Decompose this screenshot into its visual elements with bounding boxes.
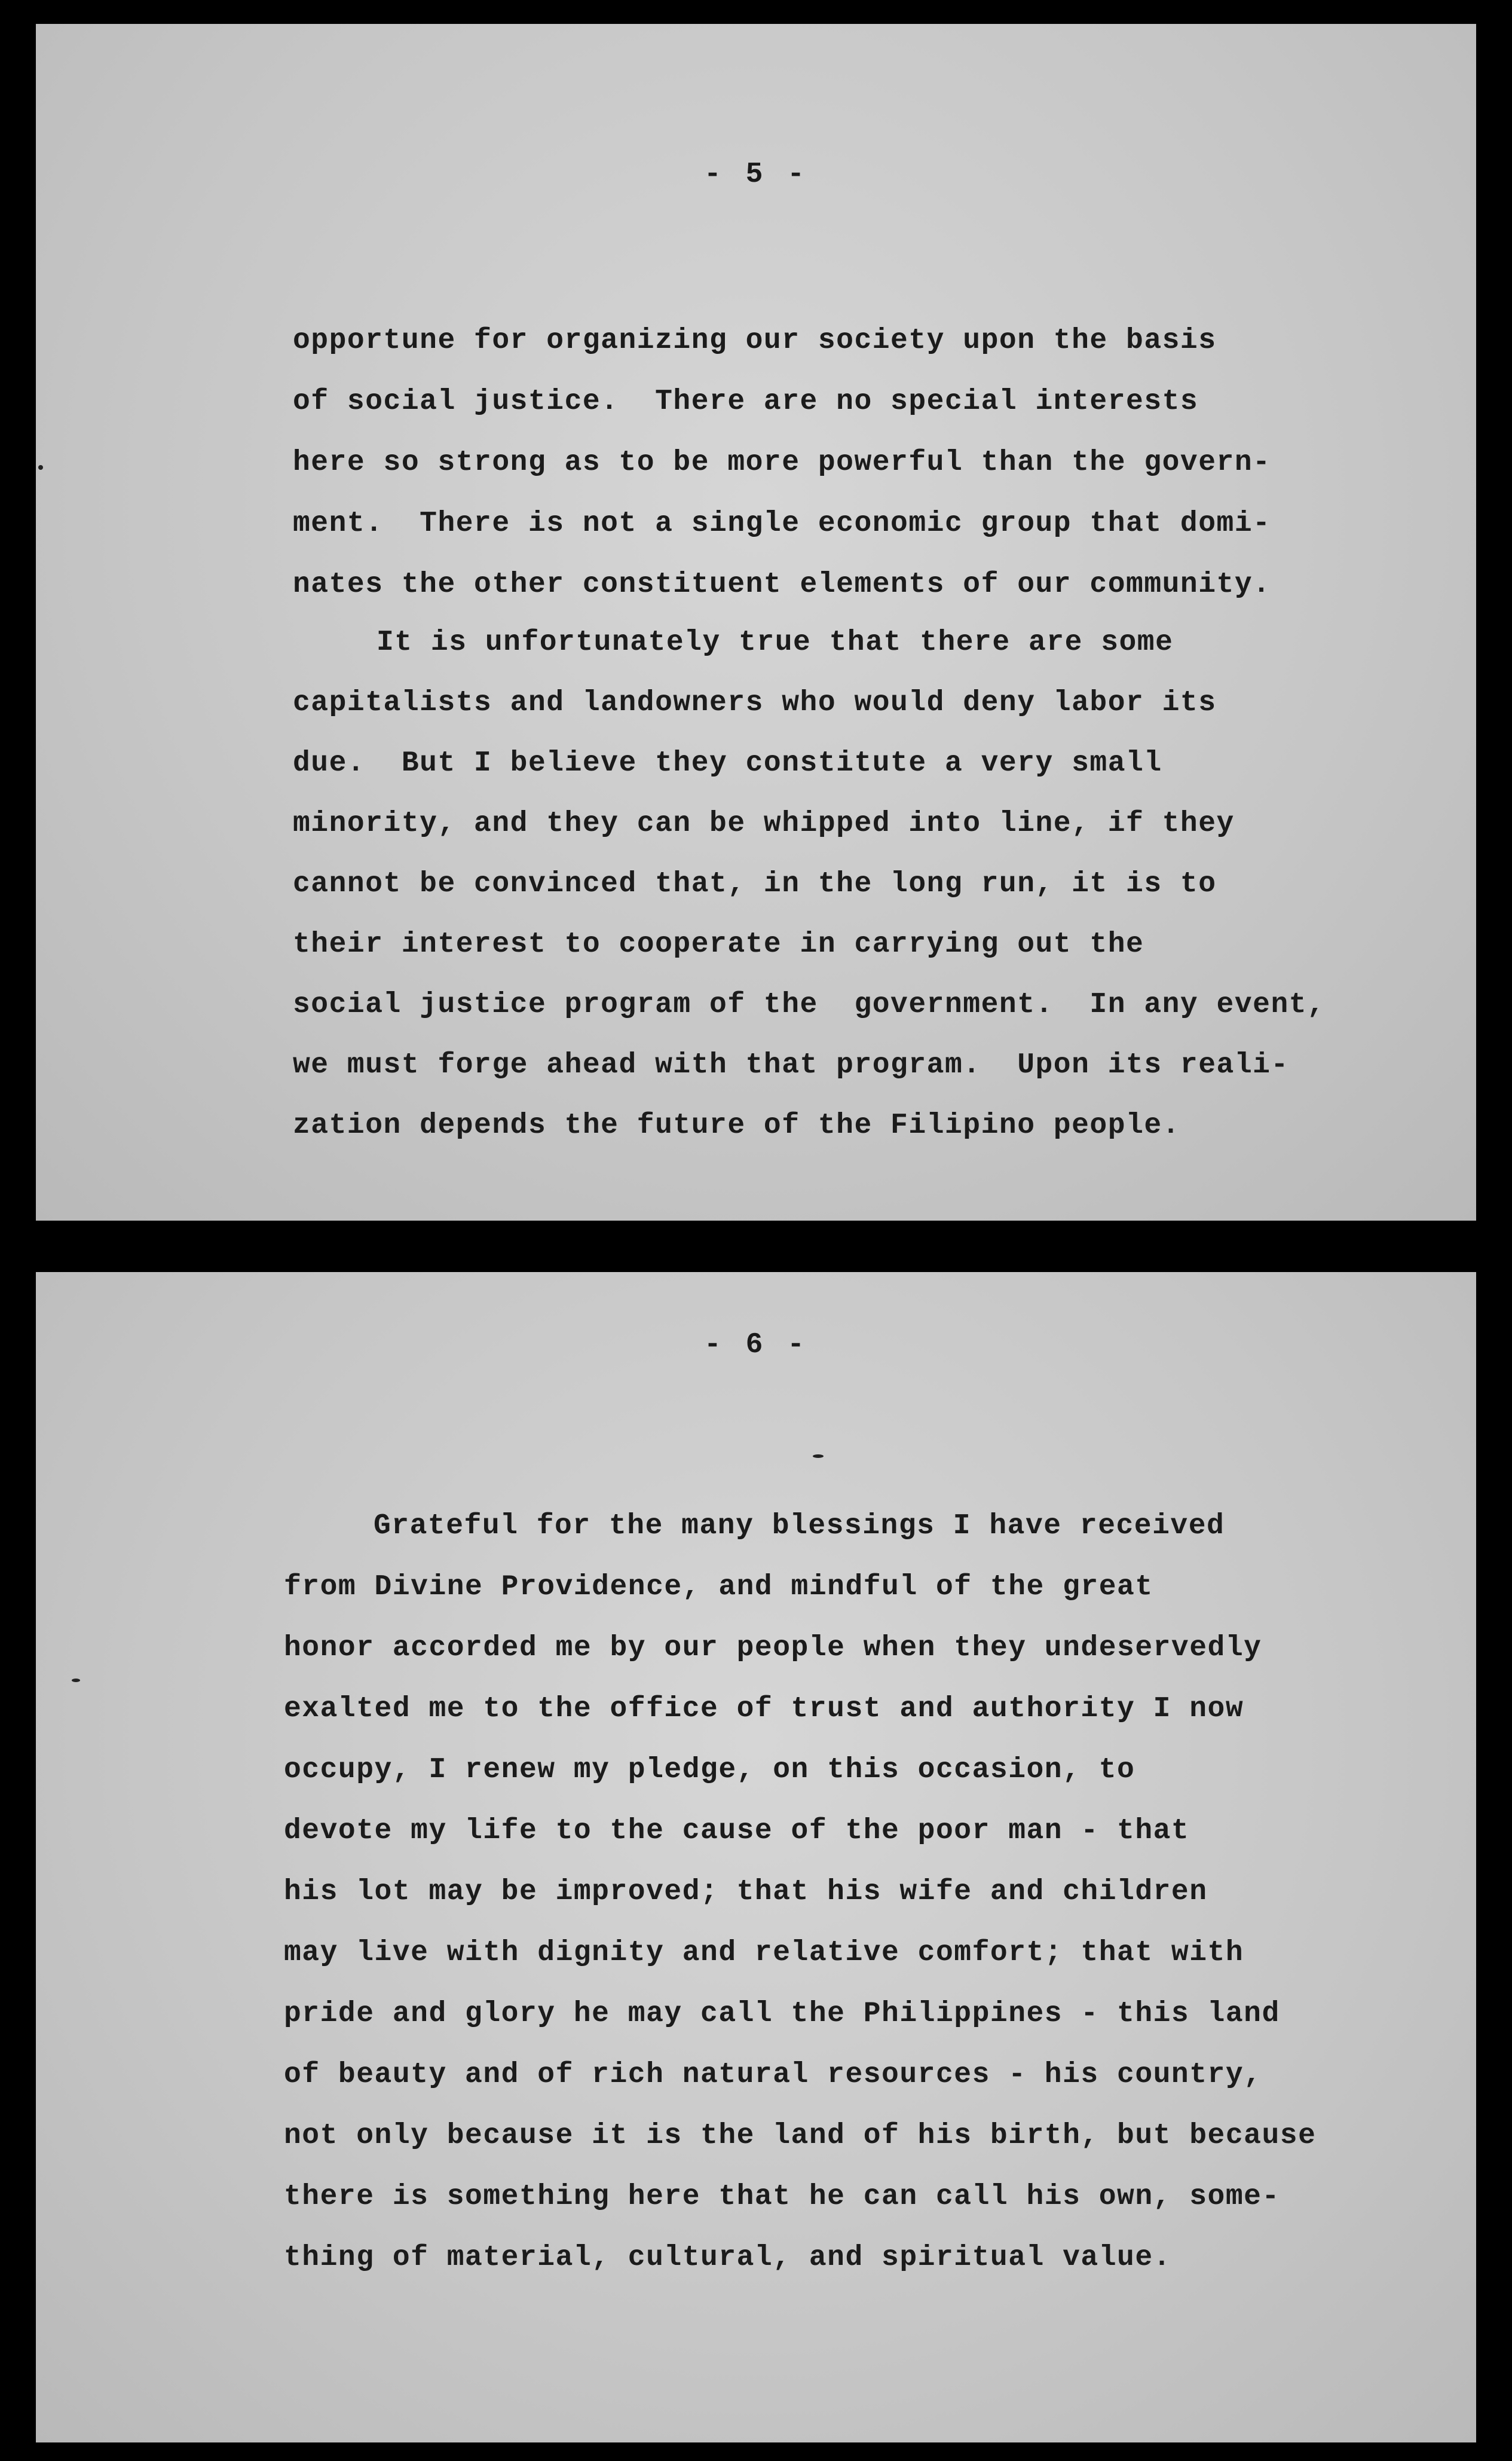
text-line: not only because it is the land of his birth, but because <box>284 2120 1317 2152</box>
text-line: we must forge ahead with that program. Upon its reali- <box>293 1049 1289 1081</box>
paper-speck <box>72 1679 80 1682</box>
paper-speck <box>38 465 43 470</box>
page-number: - 5 - <box>703 158 809 191</box>
page-number: - 6 - <box>703 1329 809 1361</box>
text-line: social justice program of the government. In any event, <box>293 989 1326 1021</box>
text-line: nates the other constituent elements of our community. <box>293 568 1271 601</box>
text-line: may live with dignity and relative comfort; that with <box>284 1937 1244 1969</box>
text-line: from Divine Providence, and mindful of the great <box>284 1571 1153 1603</box>
typed-page-5 <box>36 24 1476 1221</box>
text-line: due. But I believe they constitute a very small <box>293 747 1162 779</box>
text-line: capitalists and landowners who would deny labor its <box>293 687 1217 719</box>
text-line: exalted me to the office of trust and authority I now <box>284 1693 1244 1725</box>
typed-page-6 <box>36 1272 1476 2442</box>
text-line: of social justice. There are no special interests <box>293 386 1199 418</box>
text-line: ment. There is not a single economic group that domi- <box>293 508 1271 540</box>
text-line: opportune for organizing our society upon the basis <box>293 325 1217 357</box>
text-line: cannot be convinced that, in the long run, it is to <box>293 868 1217 900</box>
text-line: pride and glory he may call the Philippines - this land <box>284 1998 1280 2030</box>
text-line: honor accorded me by our people when they undeservedly <box>284 1632 1262 1664</box>
text-line: their interest to cooperate in carrying out the <box>293 928 1144 961</box>
text-line: his lot may be improved; that his wife and children <box>284 1876 1208 1908</box>
text-line: of beauty and of rich natural resources - his country, <box>284 2059 1262 2091</box>
text-line: thing of material, cultural, and spiritual value. <box>284 2242 1171 2274</box>
text-line: occupy, I renew my pledge, on this occasion, to <box>284 1754 1135 1786</box>
text-line: devote my life to the cause of the poor man - that <box>284 1815 1190 1847</box>
paper-speck <box>813 1454 824 1458</box>
text-line: minority, and they can be whipped into line, if they <box>293 808 1235 840</box>
text-line: there is something here that he can call his own, some- <box>284 2181 1280 2213</box>
text-line: here so strong as to be more powerful than the govern- <box>293 447 1271 479</box>
text-line: Grateful for the many blessings I have received <box>374 1510 1225 1542</box>
text-line: It is unfortunately true that there are some <box>377 626 1174 659</box>
text-line: zation depends the future of the Filipino people. <box>293 1109 1180 1142</box>
